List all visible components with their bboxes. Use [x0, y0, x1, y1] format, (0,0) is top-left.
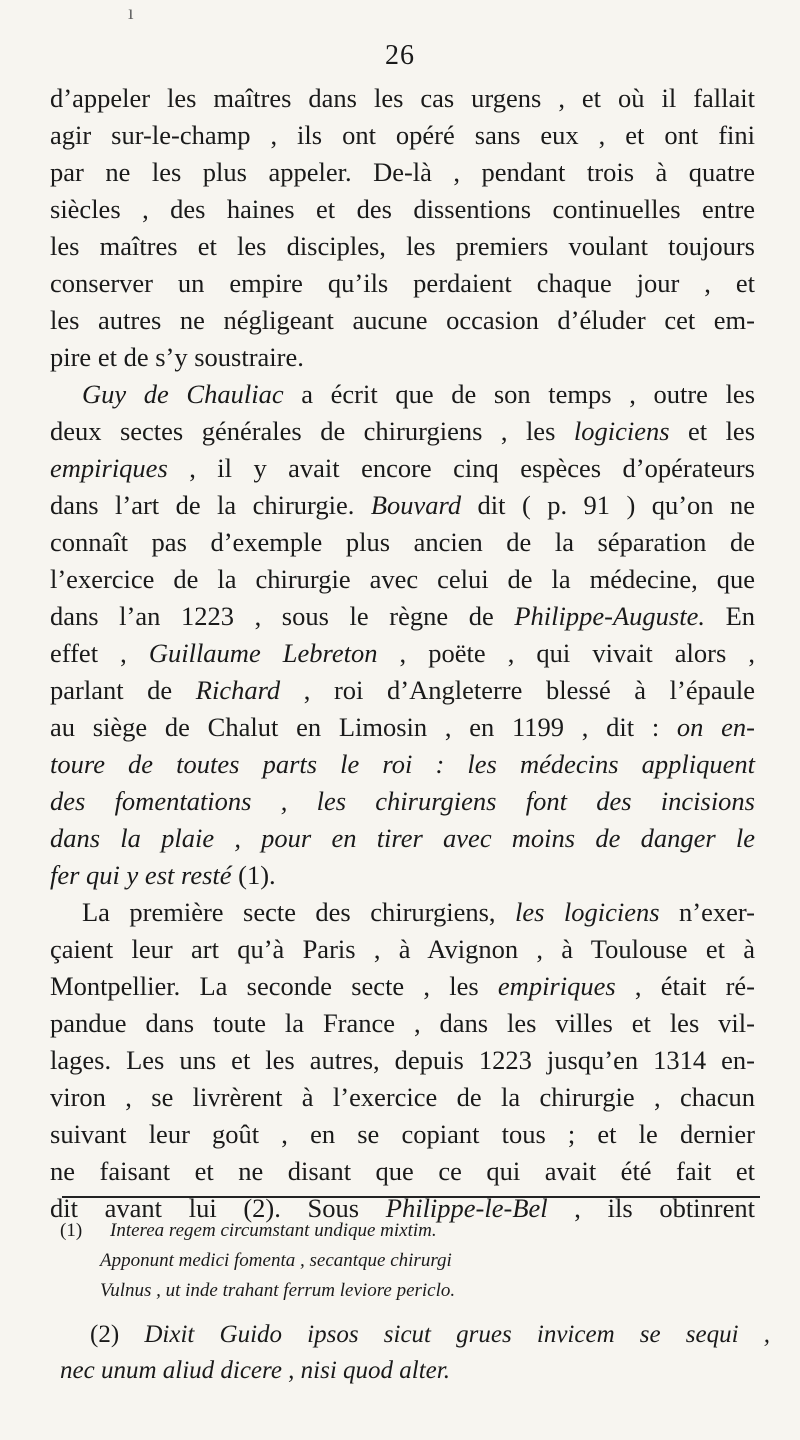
text-span: connaît pas d’exemple plus ancien de la séparation de	[50, 527, 755, 557]
text-line	[50, 783, 755, 820]
text-line	[50, 302, 755, 339]
text-span: lages. Les uns et les autres, depuis 1223 jusqu’en 1314 en-	[50, 1045, 755, 1075]
text-span: La première secte des chirurgiens,	[82, 897, 515, 927]
text-line	[50, 561, 755, 598]
footnote-marker: (1)	[60, 1220, 83, 1241]
text-span: par ne les plus appeler. De-là , pendant trois à quatre	[50, 157, 755, 187]
footnote-rule	[62, 1196, 760, 1198]
italic-text: Bouvard	[370, 490, 462, 520]
text-span: les autres ne négligeant aucune occasion d’éluder cet em-	[50, 305, 755, 335]
text-span: pire et de s’y soustraire.	[50, 342, 304, 372]
text-line	[50, 672, 755, 709]
text-line	[50, 228, 755, 265]
text-span: les maîtres et les disciples, les premiers voulant toujours	[50, 231, 755, 261]
italic-text: dans la plaie , pour en tirer avec moins de danger le	[50, 823, 755, 853]
page-number: 26	[385, 40, 415, 71]
italic-text: les logiciens	[515, 897, 660, 927]
text-span: deux sectes générales de chirurgiens , les	[50, 416, 574, 446]
text-line	[50, 413, 755, 450]
italic-text: Guillaume Lebreton	[148, 638, 378, 668]
italic-text: toure de toutes parts le roi : les médecins appliquent	[50, 749, 755, 779]
footnote-1	[60, 1216, 760, 1306]
stray-mark: ı	[128, 2, 134, 24]
text-line	[50, 265, 755, 302]
text-span: dit avant lui (2). Sous	[50, 1193, 386, 1223]
text-span: d’appeler les maîtres dans les cas urgens , et où il fallait	[50, 83, 755, 113]
text-line	[50, 154, 755, 191]
text-span: , ils obtinrent	[547, 1193, 755, 1223]
text-line	[50, 117, 755, 154]
text-line	[50, 487, 755, 524]
text-line	[50, 80, 755, 117]
text-span: , était ré-	[615, 971, 755, 1001]
text-line	[50, 339, 755, 376]
text-line	[50, 376, 755, 413]
text-span: n’exer-	[659, 897, 755, 927]
footnote-line: (1) Interea regem circumstant undique mixtim.	[100, 1216, 760, 1246]
text-span: l’exercice de la chirurgie avec celui de la médecine, que	[50, 564, 755, 594]
italic-text: Philippe-Auguste.	[514, 601, 705, 631]
text-line	[50, 524, 755, 561]
text-line	[50, 931, 755, 968]
text-span: dans l’art de la chirurgie.	[50, 490, 371, 520]
footnote-marker: (2)	[90, 1321, 120, 1348]
text-line	[50, 450, 755, 487]
text-line	[50, 857, 755, 894]
text-span: siècles , des haines et des dissentions continuelles entre	[50, 194, 755, 224]
italic-text: Richard	[195, 675, 281, 705]
text-span: parlant de	[50, 675, 196, 705]
italic-text: Guy de Chauliac	[82, 379, 284, 409]
text-span: et les	[669, 416, 756, 446]
text-span: au siège de Chalut en Limosin , en 1199 , dit :	[50, 712, 677, 742]
text-line	[50, 598, 755, 635]
text-span: dans l’an 1223 , sous le règne de	[50, 601, 515, 631]
footnote-line: Vulnus , ut inde trahant ferrum leviore periclo.	[100, 1280, 456, 1301]
text-span: a écrit que de son temps , outre les	[283, 379, 756, 409]
text-line	[50, 820, 755, 857]
italic-text: empiriques	[50, 453, 168, 483]
text-line	[50, 1153, 755, 1190]
text-span: çaient leur art qu’à Paris , à Avignon , à Toulouse et à	[50, 934, 755, 964]
footnote-line: Apponunt medici fomenta , secantque chirurgi	[100, 1250, 452, 1271]
text-span: En	[704, 601, 756, 631]
italic-text: des fomentations , les chirurgiens font des incisions	[50, 786, 755, 816]
footnote-line: nec unum aliud dicere , nisi quod alter.	[60, 1357, 450, 1384]
text-span: , il y avait encore cinq espèces d’opérateurs	[167, 453, 755, 483]
text-line	[50, 1116, 755, 1153]
footnote-line: (2) Dixit Guido ipsos sicut grues invicem se sequi ,	[90, 1321, 771, 1348]
text-line	[50, 1079, 755, 1116]
text-span: pandue dans toute la France , dans les villes et les vil-	[50, 1008, 755, 1038]
text-line	[50, 635, 755, 672]
text-line	[50, 709, 755, 746]
italic-text: Philippe-le-Bel	[385, 1193, 548, 1223]
italic-text: empiriques	[497, 971, 616, 1001]
text-span: , roi d’Angleterre blessé à l’épaule	[280, 675, 755, 705]
text-span: (1).	[231, 860, 276, 890]
text-span: ne faisant et ne disant que ce qui avait été fait et	[50, 1156, 755, 1186]
footnote-2	[60, 1317, 770, 1389]
text-span: effet ,	[50, 638, 149, 668]
italic-text: fer qui y est resté	[50, 860, 232, 890]
text-span: viron , se livrèrent à l’exercice de la chirurgie , chacun	[50, 1082, 755, 1112]
text-line	[50, 746, 755, 783]
text-span: Montpellier. La seconde secte , les	[50, 971, 498, 1001]
text-line	[50, 191, 755, 228]
text-span: dit ( p. 91 ) qu’on ne	[461, 490, 755, 520]
text-line	[50, 1042, 755, 1079]
italic-text: logiciens	[573, 416, 670, 446]
main-text	[50, 80, 755, 1227]
text-line	[50, 1005, 755, 1042]
text-line	[50, 968, 755, 1005]
text-span: , poëte , qui vivait alors ,	[377, 638, 755, 668]
italic-text: on en-	[676, 712, 755, 742]
text-line	[50, 894, 755, 931]
text-span: agir sur-le-champ , ils ont opéré sans eux , et ont fini	[50, 120, 755, 150]
text-span: conserver un empire qu’ils perdaient chaque jour , et	[50, 268, 755, 298]
text-span: suivant leur goût , en se copiant tous ; et le dernier	[50, 1119, 755, 1149]
